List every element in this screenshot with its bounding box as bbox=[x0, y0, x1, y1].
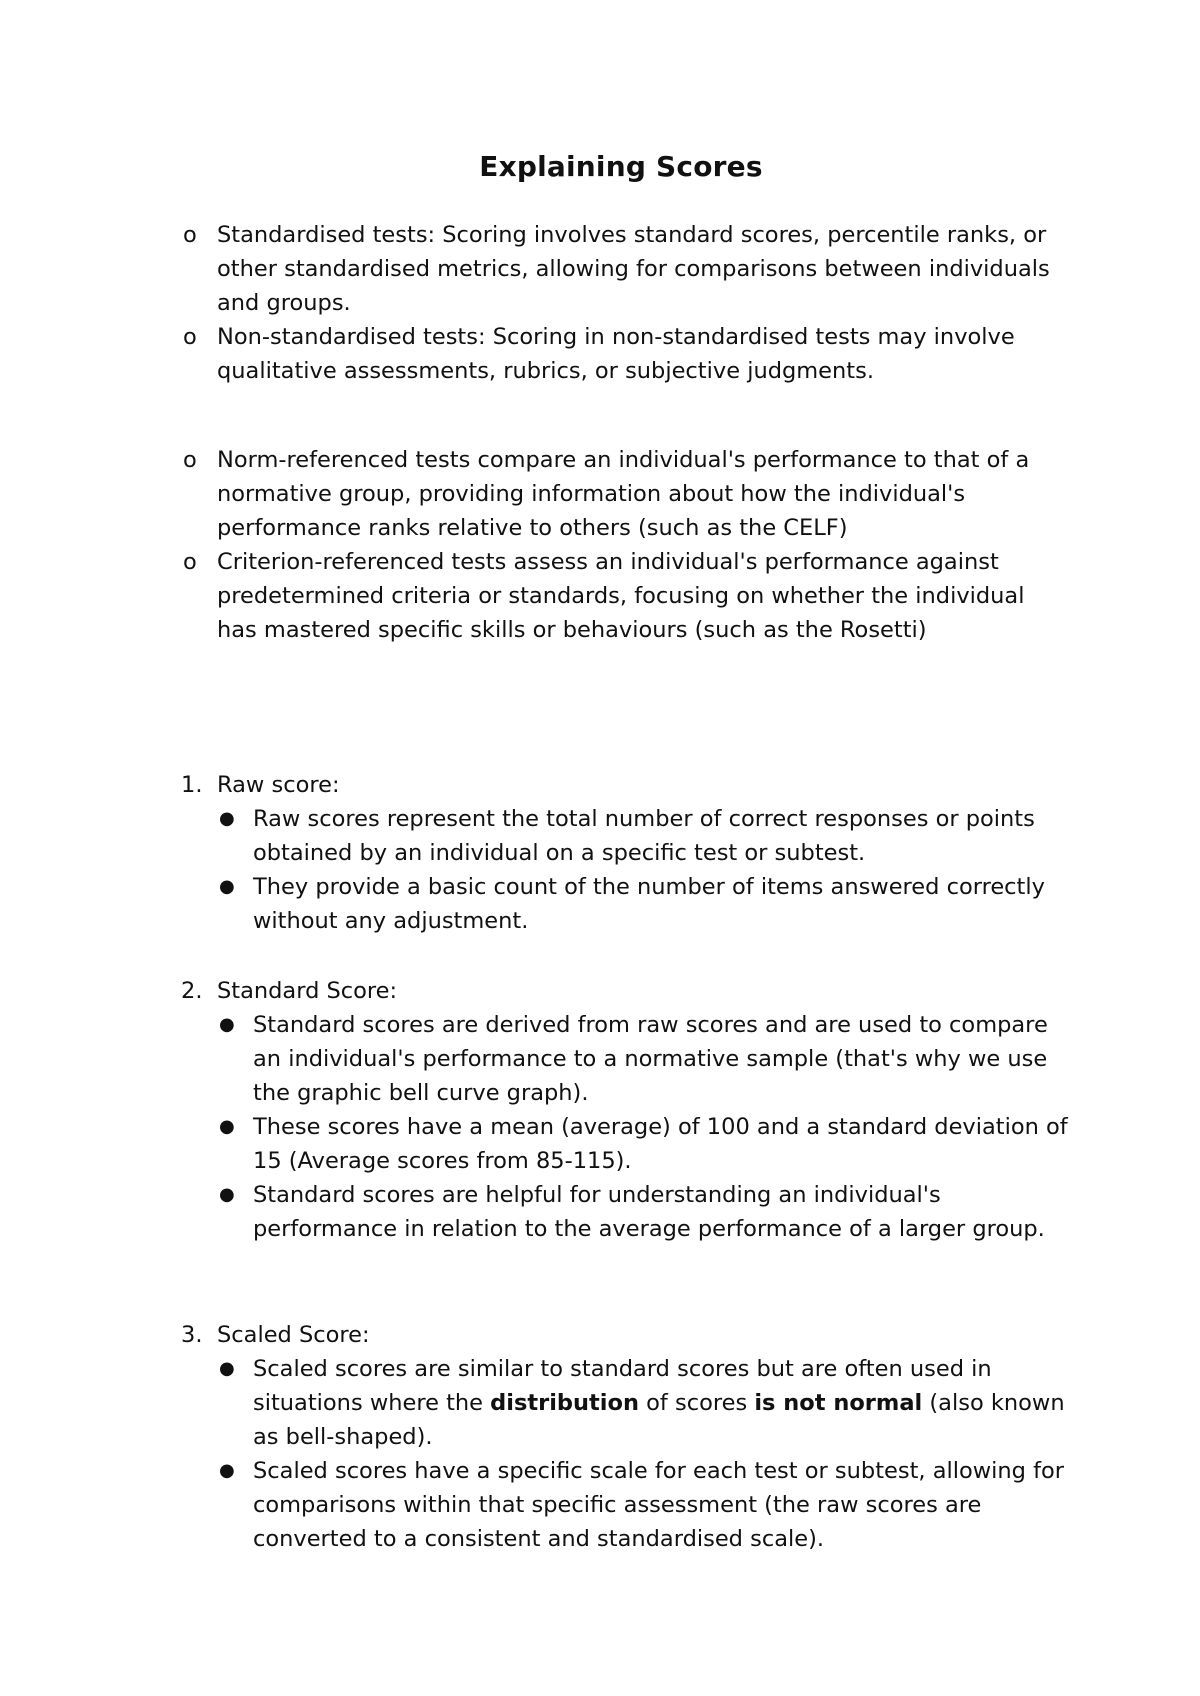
bullet-icon: ● bbox=[219, 1358, 235, 1379]
list-item-text: Norm-referenced tests compare an individual's performance to that of a normative group, providing information about how the individual's performance ranks relative to others (such as the CELF) bbox=[217, 447, 1030, 541]
bullet-icon: ● bbox=[219, 876, 235, 897]
section-number: 2. bbox=[181, 978, 203, 1004]
bold-term-distribution: distribution bbox=[490, 1390, 639, 1416]
bullet-item bbox=[0, 1110, 1068, 1178]
bullet-text-part: Scaled scores are similar to standard scores but are often used in situations where the bbox=[253, 1356, 992, 1416]
list-item bbox=[0, 443, 1067, 545]
list-item-text: Criterion-referenced tests assess an individual's performance against predetermined criteria or standards, focusing on whether the individual has mastered specific skills or behaviours (such as the Rosetti) bbox=[217, 549, 1025, 643]
section-heading bbox=[0, 768, 1067, 802]
bullet-item bbox=[0, 870, 1068, 938]
list-marker: o bbox=[183, 222, 197, 248]
reference-types-list bbox=[0, 443, 1200, 647]
bullet-item bbox=[0, 1454, 1068, 1556]
list-item bbox=[0, 218, 1067, 320]
section-number: 1. bbox=[181, 772, 203, 798]
section-standard-score bbox=[0, 974, 1200, 1246]
bullet-item bbox=[0, 1352, 1068, 1454]
list-marker: o bbox=[183, 324, 197, 350]
bullet-text-part: (also known as bell-shaped). bbox=[253, 1390, 1065, 1450]
section-heading bbox=[0, 974, 1067, 1008]
section-heading-text: Raw score: bbox=[217, 772, 340, 798]
bullet-icon: ● bbox=[219, 1460, 235, 1481]
bullet-text: Scaled scores have a specific scale for each test or subtest, allowing for comparisons within that specific assessment (the raw scores are converted to a consistent and standardised scale). bbox=[253, 1458, 1065, 1552]
section-raw-score bbox=[0, 768, 1200, 938]
section-scaled-score bbox=[0, 1318, 1200, 1556]
bullet-text: Raw scores represent the total number of correct responses or points obtained by an individual on a specific test or subtest. bbox=[253, 806, 1035, 866]
list-marker: o bbox=[183, 447, 197, 473]
bullet-icon: ● bbox=[219, 808, 235, 829]
bullet-text-part: of scores bbox=[639, 1390, 755, 1416]
list-item-text: Non-standardised tests: Scoring in non-standardised tests may involve qualitative assessments, rubrics, or subjective judgments. bbox=[217, 324, 1015, 384]
bullet-item bbox=[0, 802, 1068, 870]
bullet-text: They provide a basic count of the number of items answered correctly without any adjustment. bbox=[253, 874, 1045, 934]
bullet-text: These scores have a mean (average) of 100 and a standard deviation of 15 (Average scores from 85-115). bbox=[253, 1114, 1068, 1174]
page-title: Explaining Scores bbox=[479, 150, 763, 183]
section-heading-text: Standard Score: bbox=[217, 978, 398, 1004]
section-number: 3. bbox=[181, 1322, 203, 1348]
test-types-list bbox=[0, 218, 1200, 388]
list-item bbox=[0, 320, 1067, 388]
bold-term-not-normal: is not normal bbox=[754, 1390, 923, 1416]
bullet-item bbox=[0, 1178, 1068, 1246]
list-marker: o bbox=[183, 549, 197, 575]
bullet-text: Standard scores are derived from raw scores and are used to compare an individual's performance to a normative sample (that's why we use the graphic bell curve graph). bbox=[253, 1012, 1048, 1106]
list-item-text: Standardised tests: Scoring involves standard scores, percentile ranks, or other standardised metrics, allowing for comparisons between individuals and groups. bbox=[217, 222, 1050, 316]
list-item bbox=[0, 545, 1067, 647]
bullet-item bbox=[0, 1008, 1068, 1110]
bullet-text: Standard scores are helpful for understanding an individual's performance in relation to the average performance of a larger group. bbox=[253, 1182, 1045, 1242]
section-heading-text: Scaled Score: bbox=[217, 1322, 370, 1348]
bullet-icon: ● bbox=[219, 1116, 235, 1137]
bullet-text-rich bbox=[253, 1356, 1065, 1450]
bullet-icon: ● bbox=[219, 1184, 235, 1205]
bullet-icon: ● bbox=[219, 1014, 235, 1035]
section-heading bbox=[0, 1318, 1067, 1352]
